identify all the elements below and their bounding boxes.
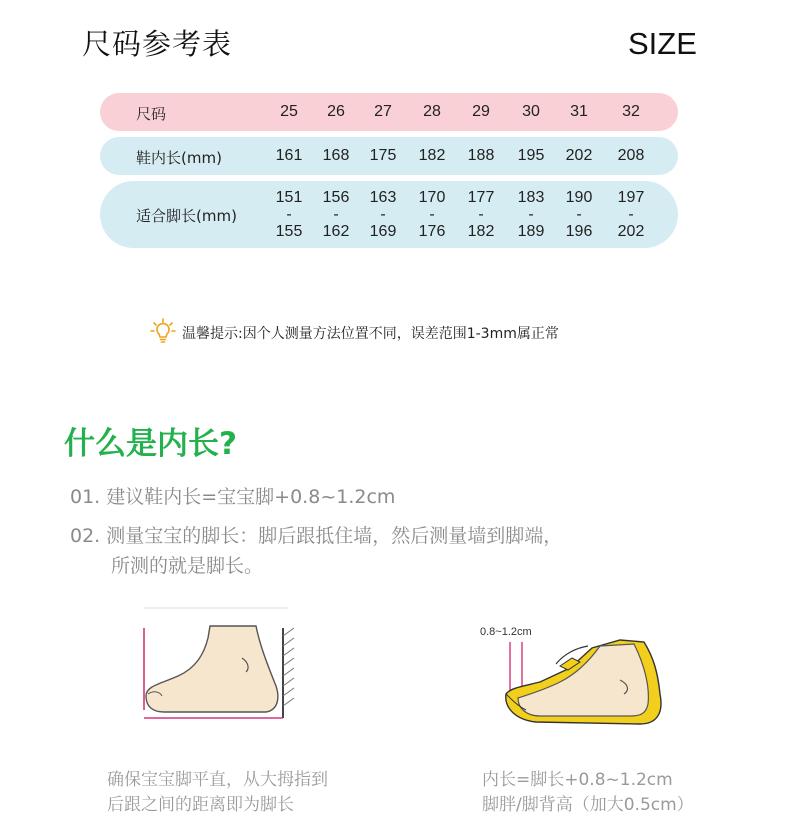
foot-length-range: 197 - 202: [617, 189, 645, 240]
inner-length-cell: 208: [617, 147, 645, 164]
foot-length-range: 156 - 162: [322, 189, 350, 240]
right-caption-line-1: 内长=脚长+0.8~1.2cm: [482, 770, 673, 790]
size-label: SIZE: [628, 26, 697, 61]
section-heading: 什么是内长?: [64, 426, 237, 462]
instruction-2: 02. 测量宝宝的脚长：脚后跟抵住墙，然后测量墙到脚端，: [70, 525, 563, 547]
tip-note: [150, 318, 559, 348]
foot-measure-illustration: [138, 606, 298, 724]
size-cell: 25: [280, 103, 298, 120]
shoe-fit-illustration: [500, 628, 670, 728]
row-label-inner-length: 鞋内长(mm): [136, 149, 222, 167]
foot-length-range: 170 - 176: [418, 189, 446, 240]
page-title: 尺码参考表: [82, 27, 233, 61]
size-cell: 31: [570, 103, 588, 120]
foot-length-range: 177 - 182: [467, 189, 495, 240]
inner-length-cell: 195: [517, 147, 545, 164]
size-cell: 29: [472, 103, 490, 120]
inner-length-cell: 182: [418, 147, 446, 164]
foot-length-range: 190 - 196: [565, 189, 593, 240]
inner-length-cell: 168: [322, 147, 350, 164]
size-cell: 27: [374, 103, 392, 120]
lightbulb-icon: [150, 318, 182, 348]
left-caption-line-1: 确保宝宝脚平直，从大拇指到: [107, 770, 328, 790]
inner-length-row: [100, 137, 678, 175]
inner-length-cell: 175: [369, 147, 397, 164]
row-label-foot-length: 适合脚长(mm): [136, 207, 237, 225]
instruction-2-continued: 所测的就是脚长。: [111, 555, 264, 577]
size-cell: 26: [327, 103, 345, 120]
tip-text: 温馨提示:因个人测量方法位置不同，误差范围1-3mm属正常: [182, 326, 559, 342]
margin-label: 0.8~1.2cm: [480, 626, 532, 638]
size-cell: 32: [622, 103, 640, 120]
inner-length-cell: 202: [565, 147, 593, 164]
size-row: [100, 93, 678, 131]
row-label-size: 尺码: [136, 105, 167, 123]
foot-length-row: [100, 181, 678, 248]
foot-length-range: 151 - 155: [275, 189, 303, 240]
inner-length-cell: 161: [275, 147, 303, 164]
left-caption-line-2: 后跟之间的距离即为脚长: [107, 795, 294, 815]
foot-length-range: 163 - 169: [369, 189, 397, 240]
size-cell: 28: [423, 103, 441, 120]
foot-length-range: 183 - 189: [517, 189, 545, 240]
left-caption: [107, 768, 328, 818]
inner-length-cell: 188: [467, 147, 495, 164]
instruction-1: 01. 建议鞋内长=宝宝脚+0.8~1.2cm: [70, 486, 396, 508]
size-cell: 30: [522, 103, 540, 120]
right-caption: [482, 768, 694, 818]
right-caption-line-2: 脚胖/脚背高（加大0.5cm）: [482, 795, 694, 815]
